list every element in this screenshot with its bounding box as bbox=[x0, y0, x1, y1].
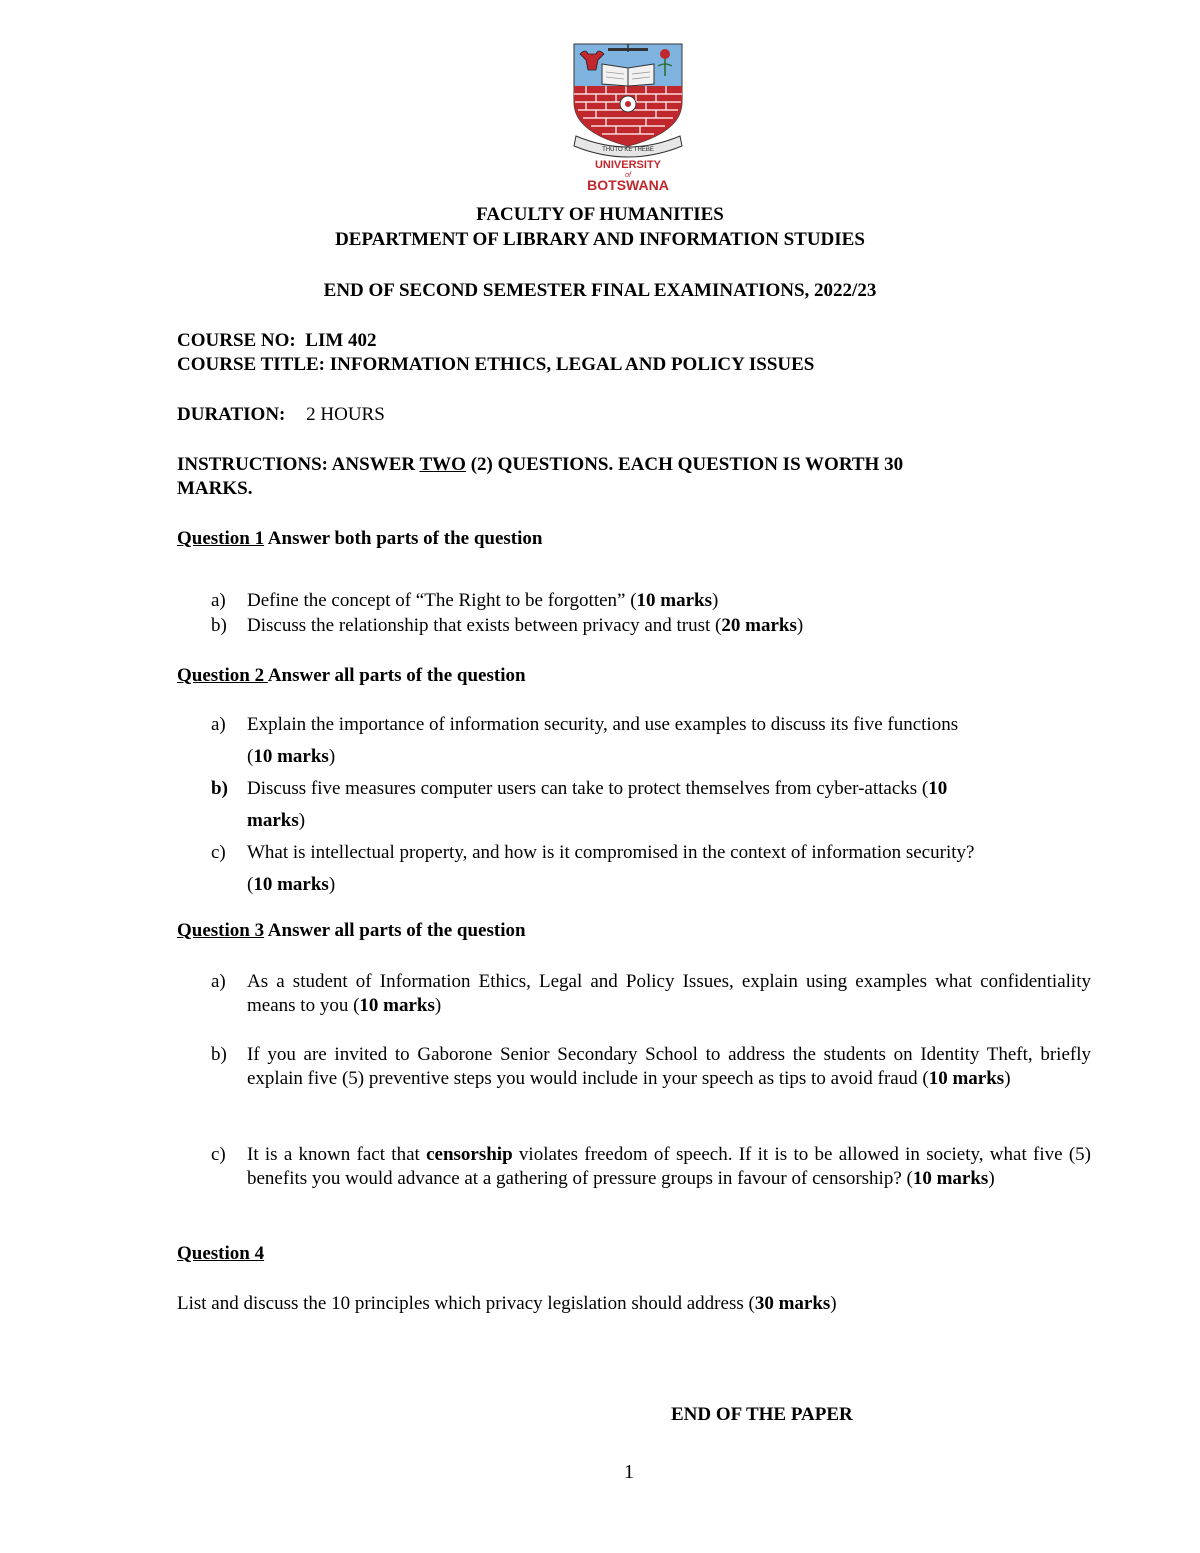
question-2b-label: b) bbox=[211, 778, 228, 799]
university-name-line1: UNIVERSITY bbox=[594, 159, 662, 171]
question-3c-marks: 10 marks bbox=[912, 1168, 989, 1189]
question-2c-marks: 10 marks bbox=[253, 874, 329, 895]
question-1b-label: b) bbox=[211, 615, 227, 636]
question-1b-text: Discuss the relationship that exists between privacy and trust ( bbox=[247, 615, 722, 636]
question-2c-text: What is intellectual property, and how is it compromised in the context of information security? bbox=[247, 842, 975, 863]
question-2b-marks-2: marks bbox=[247, 810, 299, 831]
question-1a-text: Define the concept of “The Right to be forgotten” ( bbox=[247, 590, 637, 611]
question-1a-label: a) bbox=[211, 590, 226, 611]
question-1-heading bbox=[177, 527, 542, 551]
question-3a-text: As a student of Information Ethics, Legal and Policy Issues, explain using examples what confidentiality means to you ( bbox=[247, 971, 1091, 1016]
faculty-heading: FACULTY OF HUMANITIES bbox=[476, 204, 724, 225]
question-2-title: Question 2 bbox=[177, 665, 268, 686]
instructions-prefix: INSTRUCTIONS: ANSWER bbox=[177, 454, 420, 475]
question-1a-marks: 10 marks bbox=[636, 590, 713, 611]
question-4-title: Question 4 bbox=[177, 1243, 265, 1264]
question-3a-label: a) bbox=[211, 971, 226, 992]
university-name-line2: of bbox=[625, 172, 631, 179]
motto-text: THUTO KE THEBE bbox=[602, 147, 654, 153]
question-3c-label: c) bbox=[211, 1144, 226, 1165]
university-crest-logo bbox=[566, 40, 690, 192]
page-number: 1 bbox=[624, 1461, 634, 1483]
question-2a-text: Explain the importance of information security, and use examples to discuss its five functions bbox=[247, 714, 959, 735]
question-3c-text1: It is a known fact that bbox=[247, 1144, 427, 1165]
question-3b-text: If you are invited to Gaborone Senior Secondary School to address the students on Identity Theft, briefly explain five (5) preventive steps you would include in your speech as tips to avoid fraud ( bbox=[247, 1044, 1091, 1089]
question-3a-marks: 10 marks bbox=[359, 995, 435, 1016]
question-2c-label: c) bbox=[211, 842, 226, 863]
course-no bbox=[177, 329, 377, 353]
question-4-text: List and discuss the 10 principles which privacy legislation should address (30 marks) bbox=[177, 1293, 837, 1314]
question-4-body: List and discuss the 10 principles which privacy legislation should address ( bbox=[177, 1293, 755, 1314]
department-heading: DEPARTMENT OF LIBRARY AND INFORMATION STUDIES bbox=[335, 229, 865, 250]
question-3c-text2: violates freedom of speech. If it is to be allowed in society, what five (5) benefits you would advance at a gathering of pressure groups in favour of censorship? ( bbox=[247, 1144, 1091, 1189]
question-2-instruction: Answer all parts of the question bbox=[267, 665, 526, 686]
instructions-line1 bbox=[177, 453, 903, 477]
duration-label: DURATION: bbox=[177, 404, 286, 425]
question-2-heading bbox=[177, 664, 526, 688]
question-3c-emph: censorship bbox=[426, 1144, 513, 1165]
course-title-label: COURSE TITLE: bbox=[177, 354, 326, 375]
question-2a-label: a) bbox=[211, 714, 226, 735]
course-title bbox=[177, 353, 814, 377]
question-3b-marks: 10 marks bbox=[928, 1068, 1005, 1089]
duration bbox=[177, 403, 385, 427]
question-2b-text: Discuss five measures computer users can take to protect themselves from cyber-attacks ( bbox=[247, 778, 929, 799]
question-3-heading bbox=[177, 919, 526, 943]
question-1b-marks: 20 marks bbox=[721, 615, 797, 636]
question-3-instruction: Answer all parts of the question bbox=[264, 920, 526, 941]
duration-value: 2 HOURS bbox=[306, 404, 385, 425]
exam-heading: END OF SECOND SEMESTER FINAL EXAMINATIONS, 2022/23 bbox=[323, 280, 877, 301]
university-name-line3: BOTSWANA bbox=[587, 177, 669, 192]
question-1-title: Question 1 bbox=[177, 528, 265, 549]
course-title-value: INFORMATION ETHICS, LEGAL AND POLICY ISSUES bbox=[329, 354, 815, 375]
course-no-value: LIM 402 bbox=[305, 330, 377, 351]
question-3-title: Question 3 bbox=[177, 920, 265, 941]
question-1-instruction: Answer both parts of the question bbox=[264, 528, 543, 549]
question-2b-marks-1: 10 bbox=[928, 778, 948, 799]
end-of-paper: END OF THE PAPER bbox=[671, 1404, 853, 1425]
crest-brick-wall bbox=[574, 86, 682, 146]
instructions-rest1: (2) QUESTIONS. EACH QUESTION IS WORTH 30 bbox=[465, 454, 904, 475]
question-4-marks: 30 marks bbox=[754, 1293, 831, 1314]
question-2a-marks: 10 marks bbox=[253, 746, 329, 767]
instructions-emph: TWO bbox=[419, 454, 466, 475]
course-no-label: COURSE NO: bbox=[177, 330, 296, 351]
question-3b-label: b) bbox=[211, 1044, 227, 1065]
instructions-line2: MARKS. bbox=[177, 478, 253, 499]
